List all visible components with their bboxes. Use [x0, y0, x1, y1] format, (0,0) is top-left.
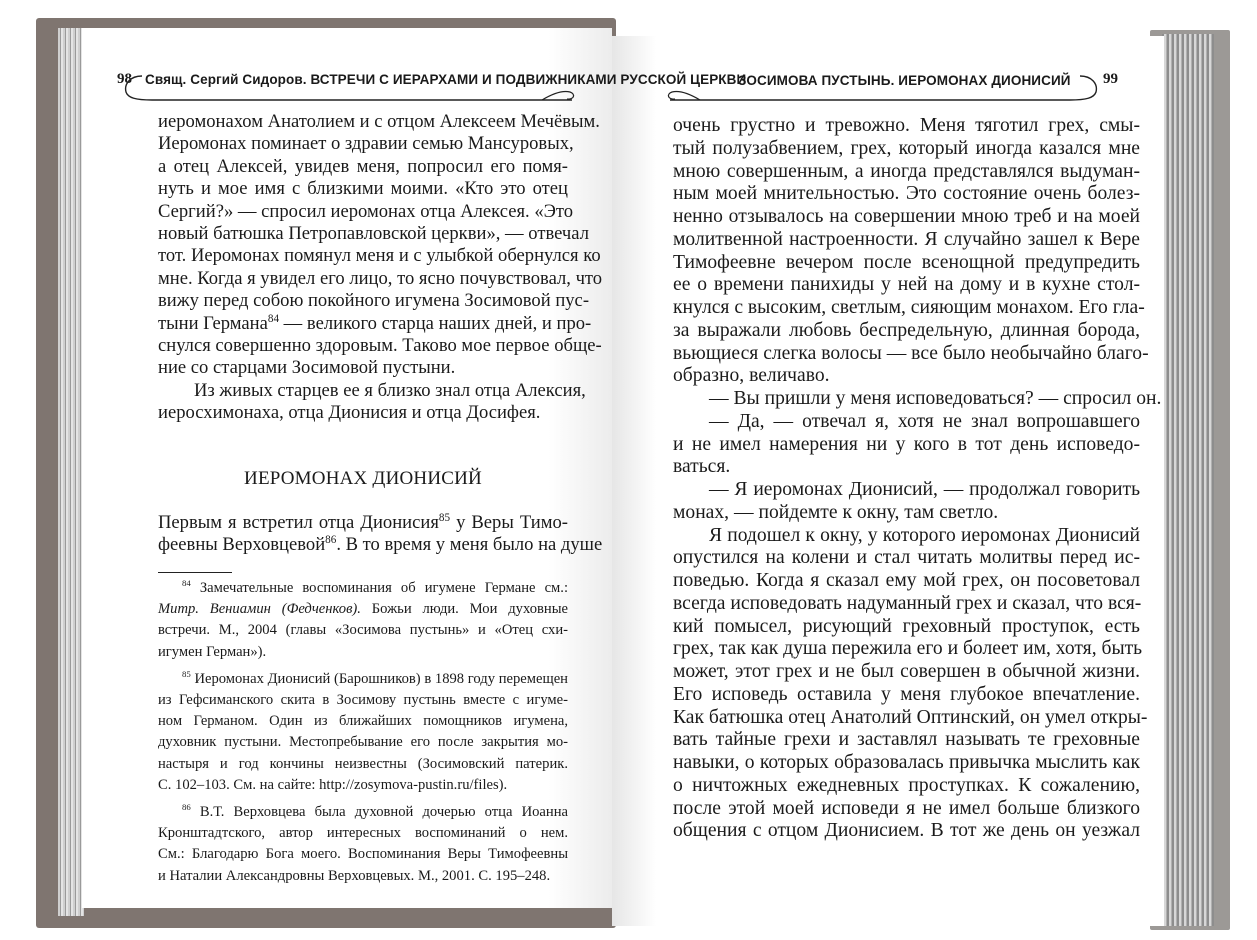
text-line — [158, 312, 592, 335]
text-line — [673, 502, 1140, 525]
text-segment: а отец Алексей, увидев меня, попросил его помя- — [158, 155, 568, 177]
text-segment: может, этот грех и не был совершен в обычной жизни. — [673, 661, 1140, 682]
text-line — [158, 512, 568, 534]
text-segment: Тимофеевне вечером после всенощной предупредить — [673, 251, 1140, 273]
text-line — [673, 684, 1140, 707]
text-segment: Божьи люди. Мои духовные — [360, 601, 569, 618]
section-heading: ИЕРОМОНАХ ДИОНИСИЙ — [244, 468, 482, 489]
footnote-marker[interactable]: 84 — [182, 578, 191, 589]
text-line — [158, 578, 568, 599]
text-line — [673, 229, 1140, 252]
text-line — [158, 379, 586, 402]
text-segment: всегда исповедовать надуманный грех и сказал, что вся- — [673, 592, 1142, 614]
text-segment: грех, так как душа пережила его и болеет им, хотя, быть — [673, 638, 1143, 660]
text-line — [158, 402, 568, 424]
text-segment: Замечательные воспоминания об игумене Германе см.: — [190, 580, 568, 596]
text-segment: тот. Иеромонах помянул меня и с улыбкой обернулся ко — [158, 245, 601, 267]
footnote-marker[interactable]: 86 — [182, 802, 191, 813]
text-line — [158, 599, 568, 620]
text-line — [673, 729, 1140, 752]
footnotes — [158, 578, 568, 893]
text-line — [158, 200, 574, 223]
text-line — [158, 669, 568, 690]
text-segment: С. 102–103. См. на сайте: http://zosymova-pustin.ru/files). — [158, 776, 508, 793]
text-line — [158, 690, 568, 711]
header-ornament-right — [660, 70, 1130, 104]
text-segment: вьющиеся слегка волосы — все было необычайно благо- — [673, 342, 1149, 364]
paragraph — [673, 388, 1162, 411]
text-segment: образно, величаво. — [673, 365, 830, 387]
text-segment: новый батюшка Петропавловской церкви», — отвечал — [158, 223, 589, 245]
text-segment: — великого старца наших дней, и про- — [279, 312, 592, 334]
text-segment: Сергий?» — спросил иеромонах отца Алексея. «Это — [158, 200, 574, 222]
text-segment: за выражали любовь беспредельную, длинная борода, — [673, 319, 1140, 341]
text-segment: мною совершенным, а иногда представлялся выдуман- — [673, 160, 1140, 182]
text-segment: нуть и мое имя с близкими моими. «Кто это отец — [158, 178, 568, 200]
text-segment: иеромонахом Анатолием и с отцом Алексеем Мечёвым. — [158, 111, 600, 132]
page-edges-left — [58, 28, 84, 916]
paragraph — [158, 511, 603, 557]
text-segment: у Веры Тимо- — [450, 512, 568, 533]
text-line — [673, 115, 1140, 138]
text-line — [673, 388, 1162, 411]
text-line — [158, 642, 568, 663]
paragraph — [158, 379, 586, 425]
text-line — [673, 411, 1140, 434]
text-line — [673, 138, 1140, 161]
left-running-head: Свящ. Сергий Сидоров. ВСТРЕЧИ С ИЕРАРХАМИ И ПОДВИЖНИКАМИ РУССКОЙ ЦЕРКВИ — [145, 72, 747, 87]
text-line — [158, 775, 568, 796]
text-segment: поведью. Когда я сказал ему мой грех, он посоветовал — [673, 570, 1140, 591]
footnote — [158, 578, 568, 663]
text-segment: феевны Верховцевой — [158, 534, 326, 556]
text-line — [158, 357, 568, 379]
right-body-text — [673, 115, 1162, 843]
text-line — [673, 434, 1140, 457]
footnote-marker[interactable]: 86 — [325, 534, 337, 547]
left-body-text — [158, 111, 603, 425]
text-line — [158, 844, 568, 865]
text-line — [673, 161, 1140, 184]
text-line — [673, 206, 1140, 229]
text-line — [673, 616, 1140, 639]
text-segment: ным моей мнительностью. Это состояние очень болез- — [673, 183, 1140, 205]
text-segment: и Наталии Александровны Верховцевых. М., 2001. С. 195–248. — [158, 867, 551, 884]
left-page-number: 98 — [117, 71, 132, 87]
text-segment: Как батюшка отец Анатолий Оптинский, он умел откры- — [673, 706, 1148, 728]
text-line — [673, 297, 1145, 320]
text-line — [673, 638, 1143, 661]
text-line — [158, 711, 568, 732]
header-ornament-left — [112, 70, 582, 104]
italic-text: Митр. Вениамин (Федченков). — [158, 601, 361, 618]
left-body-text-after-heading — [158, 511, 603, 557]
text-line — [158, 823, 568, 844]
paragraph — [158, 111, 603, 380]
text-segment: опустился на колени и стал читать молитвы перед ис- — [673, 547, 1140, 569]
text-segment: о ничтожных ежедневных проступках. К сожалению, — [673, 774, 1140, 796]
text-line — [158, 245, 601, 267]
text-segment: Иеромонах поминает о здравии семью Мансуровых, — [158, 133, 574, 155]
text-segment: иеросхимонаха, отца Дионисия и отца Досифея. — [158, 402, 541, 424]
text-segment: Я подошел к окну, у которого иеромонах Дионисий — [709, 524, 1140, 546]
text-line — [673, 525, 1140, 548]
text-segment: Иеромонах Дионисий (Барошников) в 1898 году перемещен — [190, 670, 568, 687]
paragraph — [673, 115, 1149, 388]
footnote — [158, 802, 568, 887]
text-segment: См.: Благодарю Бога моего. Воспоминания Веры Тимофеевны — [158, 846, 568, 863]
text-line — [673, 252, 1140, 275]
text-segment: из Гефсиманского скита в Зосимову пустынь вместе с игуме- — [158, 692, 568, 709]
text-segment: снулся совершенно здоровым. Таково мое первое обще- — [158, 335, 602, 357]
paragraph — [673, 411, 1140, 479]
text-segment: — Вы пришли у меня исповедоваться? — спросил он. — [709, 388, 1162, 409]
text-segment: навыки, о которых образовалась привычка мыслить как — [673, 752, 1140, 773]
text-segment: Из живых старцев ее я близко знал отца Алексия, — [194, 379, 586, 401]
text-line — [158, 111, 600, 133]
text-line — [158, 267, 603, 290]
text-line — [673, 456, 1140, 479]
text-line — [158, 866, 568, 887]
text-segment: вижу перед собою покойного игумена Зосимовой пус- — [158, 290, 590, 312]
text-segment: тыни Германа — [158, 312, 268, 334]
text-segment: Кронштадтского, автор интересных воспоминаний о нем. — [158, 825, 568, 842]
text-segment: Его исповедь оставила у меня глубокое впечатление. — [673, 683, 1140, 705]
text-line — [158, 133, 574, 155]
text-line — [158, 223, 589, 245]
text-segment: очень грустно и тревожно. Меня тяготил грех, смы- — [673, 115, 1140, 136]
text-segment: монах, — пойдемте к окну, там светло. — [673, 501, 999, 523]
paragraph — [673, 524, 1148, 844]
text-line — [673, 570, 1140, 593]
text-line — [158, 156, 568, 178]
paragraph — [673, 479, 1140, 525]
text-line — [673, 752, 1140, 775]
text-segment: Первым я встретил отца Дионисия — [158, 512, 439, 533]
text-line — [158, 335, 602, 357]
text-segment: . В то время у меня было на душе — [336, 534, 603, 556]
text-segment: кнулся с высоким, светлым, сияющим монахом. Его гла- — [673, 297, 1145, 318]
text-line — [673, 706, 1148, 730]
text-segment: ние со старцами Зосимовой пустыни. — [158, 357, 456, 379]
text-segment: общения с отцом Дионисием. В тот же день он уезжал — [673, 820, 1140, 842]
text-segment: — Я иеромонах Дионисий, — продолжал говорить — [709, 479, 1140, 500]
text-line — [158, 802, 568, 823]
text-segment: игумен Герман»). — [158, 643, 267, 660]
text-segment: — Да, — отвечал я, хотя не знал вопрошавшего — [709, 410, 1140, 432]
page-edges-right — [1162, 34, 1214, 926]
text-line — [158, 178, 568, 200]
text-segment: тый полузабвением, грех, который иногда казался мне — [673, 137, 1140, 159]
footnote-marker[interactable]: 85 — [438, 511, 451, 524]
text-line — [673, 320, 1140, 343]
text-line — [158, 620, 568, 641]
text-segment: кий помысел, рисующий греховный проступок, есть — [673, 615, 1140, 637]
footnote-marker[interactable]: 84 — [267, 312, 280, 325]
text-segment: после этой моей исповеди я не имел больше близкого — [673, 797, 1140, 819]
footnote-marker[interactable]: 85 — [182, 668, 191, 679]
text-line — [673, 820, 1140, 843]
text-line — [673, 775, 1140, 798]
text-line — [158, 754, 568, 775]
text-segment: ненно отзывалось на совершении мною треб и на моей — [673, 206, 1140, 227]
text-segment: ваться. — [673, 456, 731, 478]
text-segment: ее о времени панихиды у ней на дому и в кухне стол- — [673, 274, 1140, 296]
text-line — [673, 342, 1149, 366]
footnote — [158, 669, 568, 796]
text-line — [673, 798, 1140, 821]
text-line — [673, 547, 1140, 570]
text-line — [673, 593, 1140, 616]
text-line — [673, 479, 1140, 502]
text-segment: молитвенной настроенности. Я случайно зашел к Вере — [673, 228, 1140, 250]
text-line — [673, 183, 1140, 206]
text-line — [673, 661, 1140, 684]
text-line — [158, 732, 568, 753]
text-segment: вать тайные грехи и заставлял называть те греховные — [673, 729, 1140, 751]
text-segment: В.Т. Верховцева была духовной дочерью отца Иоанна — [190, 804, 568, 821]
text-line — [158, 290, 590, 312]
text-segment: встречи. М., 2004 (главы «Зосимова пустынь» и «Отец схи- — [158, 622, 568, 639]
footnote-separator — [158, 572, 232, 573]
text-segment: мне. Когда я увидел его лицо, то ясно почувствовал, что — [158, 267, 603, 289]
text-line — [673, 365, 1140, 388]
right-page-number: 99 — [1103, 71, 1118, 87]
text-line — [673, 274, 1140, 297]
right-running-head: ЗОСИМОВА ПУСТЫНЬ. ИЕРОМОНАХ ДИОНИСИЙ — [738, 73, 1071, 88]
text-segment: и не имел намерения ни у кого в тот день исповедо- — [673, 433, 1140, 455]
text-segment: духовник пустыни. Местопребывание его после закрытия мо- — [158, 734, 568, 751]
text-segment: ном Германом. Один из ближайших помощников игумена, — [158, 713, 568, 730]
text-line — [158, 534, 603, 556]
text-segment: настыря и год кончины неизвестны (Зосимовский патерик. — [158, 755, 568, 772]
